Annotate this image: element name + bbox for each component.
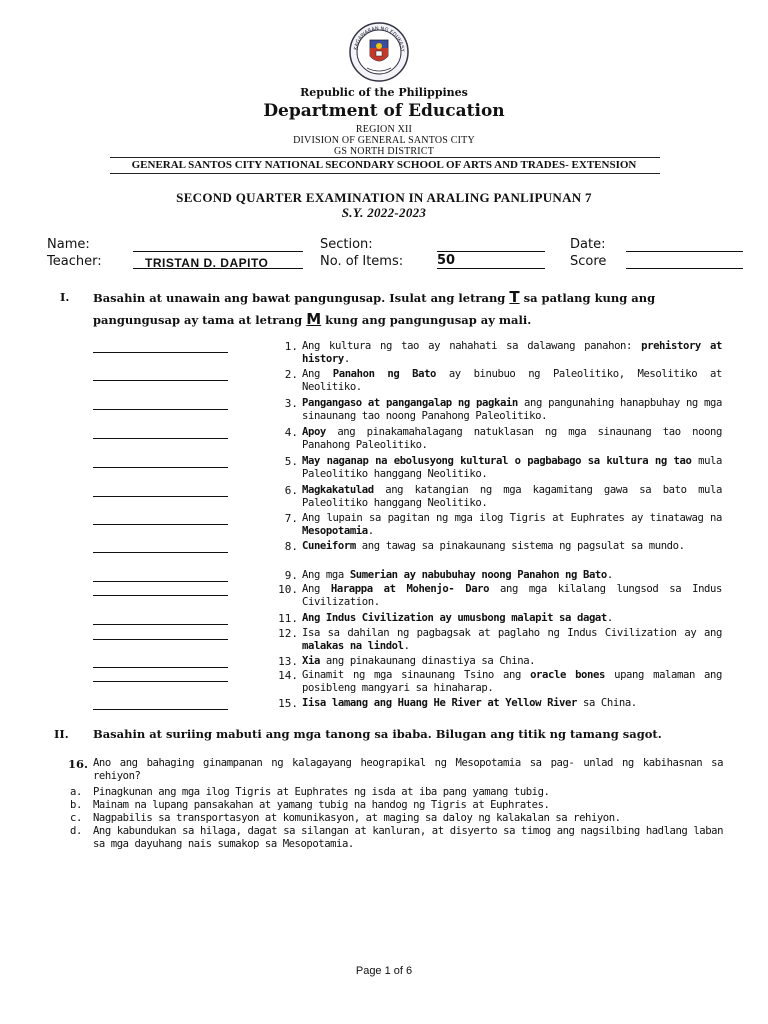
item-bold-text: Pangangaso at pangangalap ng pagkain xyxy=(302,397,518,409)
item-text: upang malaman ang posibleng mangyari sa hinaharap. xyxy=(302,669,722,694)
item-bold-text: Xia xyxy=(302,655,320,667)
item-number: 12. xyxy=(278,627,298,640)
deped-seal-logo xyxy=(349,22,409,82)
answer-blank[interactable] xyxy=(93,639,228,640)
item-text: Ginamit ng mga sinaunang Tsino ang xyxy=(302,669,531,681)
name-field[interactable] xyxy=(133,237,303,252)
part1-instructions xyxy=(93,287,723,331)
item-text: Ang xyxy=(302,583,331,595)
item-bold-text: Cuneiform xyxy=(302,540,356,552)
item-number: 6. xyxy=(284,484,298,497)
answer-blank[interactable] xyxy=(93,595,228,596)
item-number: 7. xyxy=(284,512,298,525)
item-statement xyxy=(302,455,722,481)
item-number: 4. xyxy=(284,426,298,439)
item-statement xyxy=(302,484,722,510)
item-statement xyxy=(302,368,722,394)
page-number: Page 1 of 6 xyxy=(355,965,413,977)
item-bold-text: Apoy xyxy=(302,426,326,438)
answer-blank[interactable] xyxy=(93,380,228,381)
item-text: Ang lupain sa pagitan ng mga ilog Tigris at Euphrates ay tinatawag na xyxy=(302,512,722,524)
answer-blank[interactable] xyxy=(93,581,228,582)
item-number: 14. xyxy=(278,669,298,682)
header-rule-bottom xyxy=(110,173,660,174)
item-text: ang tawag sa pinakaunang sistema ng pagsulat sa mundo. xyxy=(355,540,685,552)
q16-question: Ano ang bahaging ginampanan ng kalagayang heograpikal ng Mesopotamia sa pag- unlad ng kabihasnan sa rehiyon? xyxy=(93,757,723,782)
item-text: Ang mga xyxy=(302,569,350,581)
answer-blank[interactable] xyxy=(93,709,228,710)
item-bold-text: Panahon ng Bato xyxy=(332,368,437,380)
item-statement xyxy=(302,540,722,553)
item-number: 11. xyxy=(278,612,298,625)
answer-blank[interactable] xyxy=(93,352,228,353)
item-text: . xyxy=(367,525,374,537)
letter-t: T xyxy=(509,288,520,306)
item-text: ang pinakamahalagang natuklasan ng mga sinaunang tao noong Panahong Paleolitiko. xyxy=(302,426,722,451)
item-statement xyxy=(302,512,722,538)
score-label: Score xyxy=(570,254,607,269)
item-number: 2. xyxy=(284,368,298,381)
item-text: ang pinakaunang dinastiya sa China. xyxy=(319,655,536,667)
item-text: sa China. xyxy=(577,697,637,709)
item-number: 1. xyxy=(284,340,298,353)
teacher-label: Teacher: xyxy=(47,254,102,269)
item-bold-text: Iisa lamang ang Huang He River at Yellow River xyxy=(302,697,577,709)
item-statement xyxy=(302,583,722,609)
section-field[interactable] xyxy=(437,237,545,252)
part1-instr-b: sa patlang kung ang xyxy=(523,291,656,305)
item-text: ang katangian ng mga kagamitang gawa sa bato mula Paleolitiko hanggang Neolitiko. xyxy=(302,484,722,509)
answer-blank[interactable] xyxy=(93,624,228,625)
item-text: ang pangunahing hanapbuhay ng mga sinaunang tao noong Panahong Paleolitiko. xyxy=(302,397,722,422)
answer-blank[interactable] xyxy=(93,467,228,468)
item-text: mula Paleolitiko hanggang Neolitiko. xyxy=(302,455,723,480)
answer-blank[interactable] xyxy=(93,524,228,525)
division-line: DIVISION OF GENERAL SANTOS CITY xyxy=(293,135,475,146)
item-statement xyxy=(302,655,722,668)
items-value: 50 xyxy=(437,253,456,268)
item-bold-text: at history xyxy=(302,340,722,365)
item-text: Ang xyxy=(302,368,333,380)
answer-blank[interactable] xyxy=(93,681,228,682)
item-text: . xyxy=(343,353,350,365)
item-text: ay binubuo ng Paleolitiko, Mesolitiko at Neolitiko. xyxy=(302,368,722,393)
item-statement xyxy=(302,340,722,366)
answer-blank[interactable] xyxy=(93,438,228,439)
teacher-field[interactable] xyxy=(133,254,303,269)
answer-blank[interactable] xyxy=(93,552,228,553)
item-text: . xyxy=(403,640,410,652)
republic-heading: Republic of the Philippines xyxy=(300,86,468,99)
items-field xyxy=(437,254,545,269)
item-statement xyxy=(302,697,722,710)
q16-choice-d-letter: d. xyxy=(70,825,82,837)
answer-blank[interactable] xyxy=(93,667,228,668)
item-bold-text: Sumerian ay nabubuhay noong Panahon ng Bato xyxy=(349,569,607,581)
item-number: 13. xyxy=(278,655,298,668)
part2-instructions: Basahin at suriing mabuti ang mga tanong sa ibaba. Bilugan ang titik ng tamang sagot. xyxy=(93,727,662,741)
item-text: Isa sa dahilan ng pagbagsak at paglaho ng Indus Civilization ay ang xyxy=(302,627,722,639)
school-year: S.Y. 2022-2023 xyxy=(341,205,427,220)
q16-choice-d[interactable]: Ang kabundukan sa hilaga, dagat sa silangan at kanluran, at disyerto sa timog ang nagsilbing hadlang laban sa mga dayuhang nais sumakop sa Mesopotamia. xyxy=(93,825,723,850)
score-field[interactable] xyxy=(626,254,743,269)
item-number: 3. xyxy=(284,397,298,410)
item-bold-text: prehistory xyxy=(641,340,701,352)
part1-instr-a: Basahin at unawain ang bawat pangungusap. Isulat ang letrang xyxy=(93,291,506,305)
item-text: . xyxy=(606,612,613,624)
answer-blank[interactable] xyxy=(93,496,228,497)
item-text: Ang kultura ng tao ay nahahati sa dalawang panahon: xyxy=(302,340,642,352)
name-label: Name: xyxy=(47,237,90,252)
items-label: No. of Items: xyxy=(320,254,404,269)
item-bold-text: Harappa at Mohenjo- Daro xyxy=(330,583,490,595)
item-text: . xyxy=(606,569,613,581)
item-bold-text: Magkakatulad xyxy=(302,484,374,496)
item-bold-text: May naganap na ebolusyong kultural o pagbabago sa kultura ng tao xyxy=(302,455,692,467)
department-heading: Department of Education xyxy=(263,101,505,121)
item-statement xyxy=(302,627,722,653)
header-rule-top xyxy=(110,157,660,158)
part1-instr-c: pangungusap ay tama at letrang xyxy=(93,313,303,327)
date-label: Date: xyxy=(570,237,606,252)
section-label: Section: xyxy=(320,237,373,252)
letter-m: M xyxy=(306,310,322,328)
svg-text:KAGAWARAN NG EDUKASYON: KAGAWARAN NG EDUKASY xyxy=(353,25,406,52)
part1-numeral: I. xyxy=(60,290,70,304)
item-bold-text: Ang Indus Civilization ay umusbong malapit sa dagat xyxy=(302,612,607,624)
exam-title: SECOND QUARTER EXAMINATION IN ARALING PANLIPUNAN 7 xyxy=(176,190,592,205)
q16-choice-a-letter: a. xyxy=(70,786,82,798)
q16-number: 16. xyxy=(68,757,89,771)
item-number: 9. xyxy=(284,569,298,582)
item-statement xyxy=(302,669,722,695)
part1-instr-d: kung ang pangungusap ay mali. xyxy=(325,313,532,327)
teacher-value: TRISTAN D. DAPITO xyxy=(145,256,269,270)
item-bold-text: malakas na lindol xyxy=(302,640,404,652)
q16-choice-b[interactable]: Mainam na lupang pansakahan at yamang tubig na handog ng Tigris at Euphrates. xyxy=(93,799,550,811)
item-number: 5. xyxy=(284,455,298,468)
q16-choice-c-letter: c. xyxy=(70,812,82,824)
item-number: 8. xyxy=(284,540,298,553)
q16-choice-b-letter: b. xyxy=(70,799,82,811)
item-statement xyxy=(302,426,722,452)
item-statement xyxy=(302,569,722,582)
item-bold-text: oracle bones xyxy=(530,669,605,681)
part2-numeral: II. xyxy=(54,727,69,741)
q16-choice-a[interactable]: Pinagkunan ang mga ilog Tigris at Euphrates ng isda at iba pang yamang tubig. xyxy=(93,786,550,798)
item-bold-text: Mesopotamia xyxy=(302,525,368,537)
answer-blank[interactable] xyxy=(93,409,228,410)
item-number: 10. xyxy=(278,583,298,596)
q16-choice-c[interactable]: Nagpabilis sa transportasyon at komunikasyon, at maging sa daloy ng kalakalan sa rehiyon. xyxy=(93,812,621,824)
date-field[interactable] xyxy=(626,237,743,252)
item-number: 15. xyxy=(278,697,298,710)
region-line: REGION XII xyxy=(355,124,413,135)
item-text: ang mga kilalang lungsod sa Indus Civilization. xyxy=(302,583,722,608)
school-name: GENERAL SANTOS CITY NATIONAL SECONDARY SCHOOL OF ARTS AND TRADES- EXTENSION xyxy=(131,159,637,171)
item-statement xyxy=(302,397,722,423)
district-line: GS NORTH DISTRICT xyxy=(333,146,435,157)
item-statement xyxy=(302,612,722,625)
